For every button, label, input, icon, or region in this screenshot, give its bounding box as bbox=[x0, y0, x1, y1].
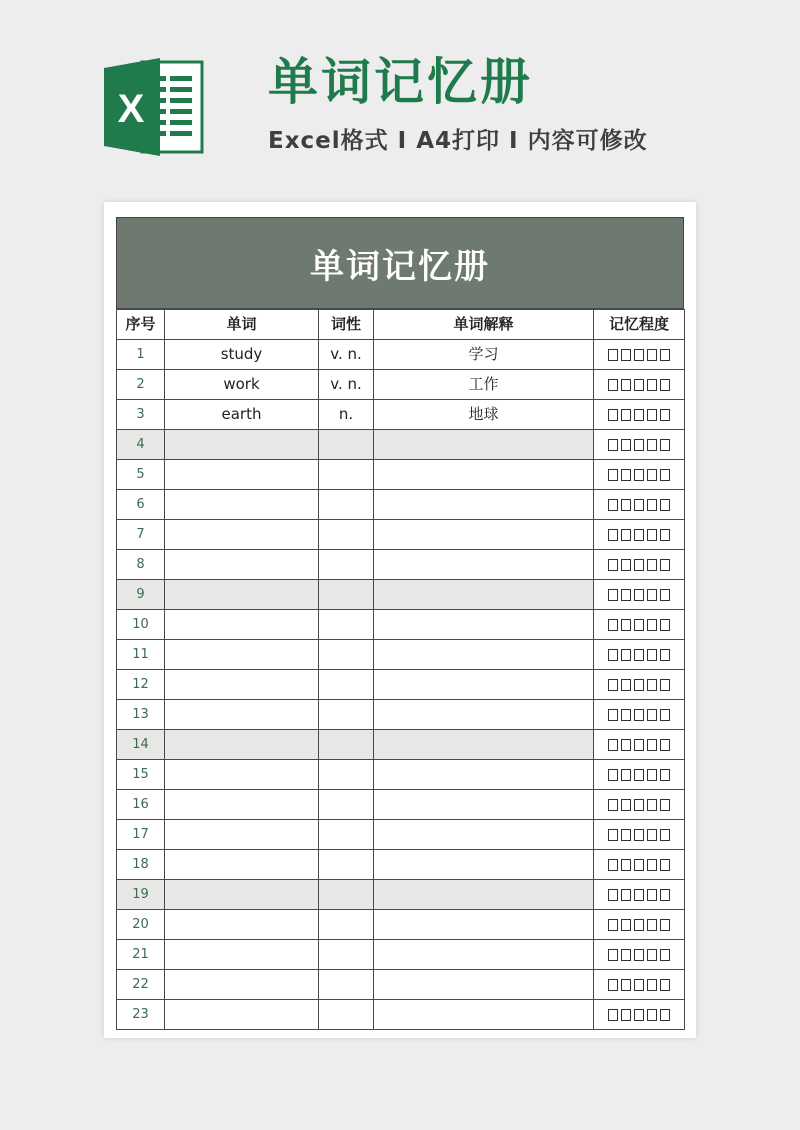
memory-checkbox[interactable] bbox=[660, 439, 670, 451]
memory-level-cell bbox=[594, 400, 685, 430]
memory-level-cell bbox=[594, 370, 685, 400]
memory-checkbox[interactable] bbox=[608, 559, 618, 571]
memory-level-cell bbox=[594, 700, 685, 730]
memory-checkbox[interactable] bbox=[634, 559, 644, 571]
memory-checkbox[interactable] bbox=[608, 859, 618, 871]
pos-cell[interactable] bbox=[319, 1000, 374, 1030]
memory-checkbox[interactable] bbox=[634, 499, 644, 511]
memory-checkbox[interactable] bbox=[634, 619, 644, 631]
memory-checkbox[interactable] bbox=[660, 979, 670, 991]
memory-checkbox[interactable] bbox=[660, 1009, 670, 1021]
memory-checkbox[interactable] bbox=[660, 379, 670, 391]
memory-checkbox[interactable] bbox=[634, 739, 644, 751]
row-number-cell: 8 bbox=[117, 550, 165, 580]
meaning-cell[interactable] bbox=[374, 760, 594, 790]
memory-checkbox[interactable] bbox=[608, 949, 618, 961]
memory-checkbox[interactable] bbox=[660, 619, 670, 631]
memory-checkboxes bbox=[608, 469, 670, 481]
word-cell[interactable] bbox=[165, 730, 319, 760]
memory-checkbox[interactable] bbox=[634, 529, 644, 541]
pos-cell[interactable]: v. n. bbox=[319, 340, 374, 370]
memory-checkbox[interactable] bbox=[621, 409, 631, 421]
memory-level-cell bbox=[594, 970, 685, 1000]
memory-checkbox[interactable] bbox=[660, 769, 670, 781]
memory-checkbox[interactable] bbox=[621, 769, 631, 781]
memory-checkbox[interactable] bbox=[621, 859, 631, 871]
memory-checkbox[interactable] bbox=[621, 739, 631, 751]
memory-checkbox[interactable] bbox=[608, 739, 618, 751]
memory-checkbox[interactable] bbox=[634, 889, 644, 901]
memory-checkbox[interactable] bbox=[621, 799, 631, 811]
memory-checkbox[interactable] bbox=[621, 439, 631, 451]
memory-level-cell bbox=[594, 880, 685, 910]
pos-cell[interactable]: n. bbox=[319, 400, 374, 430]
memory-checkbox[interactable] bbox=[660, 499, 670, 511]
word-cell[interactable]: work bbox=[165, 370, 319, 400]
memory-checkbox[interactable] bbox=[647, 619, 657, 631]
memory-checkbox[interactable] bbox=[647, 739, 657, 751]
word-cell[interactable] bbox=[165, 880, 319, 910]
memory-checkbox[interactable] bbox=[608, 1009, 618, 1021]
memory-checkbox[interactable] bbox=[621, 619, 631, 631]
word-cell[interactable]: study bbox=[165, 340, 319, 370]
table-row bbox=[117, 580, 685, 610]
memory-checkbox[interactable] bbox=[608, 979, 618, 991]
memory-checkbox[interactable] bbox=[621, 979, 631, 991]
memory-checkboxes bbox=[608, 529, 670, 541]
row-number-cell: 23 bbox=[117, 1000, 165, 1030]
table-row bbox=[117, 400, 685, 430]
memory-checkbox[interactable] bbox=[634, 709, 644, 721]
word-cell[interactable] bbox=[165, 550, 319, 580]
memory-level-cell bbox=[594, 340, 685, 370]
memory-checkbox[interactable] bbox=[660, 469, 670, 481]
pos-cell[interactable] bbox=[319, 910, 374, 940]
memory-checkbox[interactable] bbox=[647, 1009, 657, 1021]
memory-checkbox[interactable] bbox=[647, 499, 657, 511]
memory-checkbox[interactable] bbox=[647, 829, 657, 841]
memory-checkbox[interactable] bbox=[634, 589, 644, 601]
memory-checkboxes bbox=[608, 379, 670, 391]
memory-level-cell bbox=[594, 460, 685, 490]
memory-checkboxes bbox=[608, 889, 670, 901]
memory-checkbox[interactable] bbox=[660, 649, 670, 661]
memory-checkboxes bbox=[608, 679, 670, 691]
memory-checkbox[interactable] bbox=[621, 949, 631, 961]
memory-checkboxes bbox=[608, 349, 670, 361]
meaning-cell[interactable]: 学习 bbox=[374, 340, 594, 370]
memory-level-cell bbox=[594, 760, 685, 790]
col-header-memory: 记忆程度 bbox=[594, 310, 685, 340]
pos-cell[interactable] bbox=[319, 730, 374, 760]
memory-checkbox[interactable] bbox=[608, 349, 618, 361]
memory-checkbox[interactable] bbox=[621, 499, 631, 511]
memory-checkbox[interactable] bbox=[634, 919, 644, 931]
memory-checkbox[interactable] bbox=[634, 1009, 644, 1021]
table-header-row bbox=[117, 310, 685, 340]
meaning-cell[interactable] bbox=[374, 970, 594, 1000]
worksheet-page bbox=[104, 202, 696, 1038]
pos-cell[interactable]: v. n. bbox=[319, 370, 374, 400]
word-table bbox=[116, 309, 685, 1030]
memory-checkboxes bbox=[608, 649, 670, 661]
table-row bbox=[117, 880, 685, 910]
memory-checkbox[interactable] bbox=[660, 529, 670, 541]
meaning-cell[interactable] bbox=[374, 880, 594, 910]
row-number-cell: 2 bbox=[117, 370, 165, 400]
word-cell[interactable] bbox=[165, 760, 319, 790]
memory-checkbox[interactable] bbox=[660, 859, 670, 871]
memory-checkboxes bbox=[608, 739, 670, 751]
memory-checkbox[interactable] bbox=[647, 709, 657, 721]
table-row bbox=[117, 700, 685, 730]
col-header-meaning: 单词解释 bbox=[374, 310, 594, 340]
memory-checkboxes bbox=[608, 1009, 670, 1021]
memory-checkbox[interactable] bbox=[647, 859, 657, 871]
pos-cell[interactable] bbox=[319, 640, 374, 670]
meaning-cell[interactable] bbox=[374, 910, 594, 940]
memory-checkbox[interactable] bbox=[634, 349, 644, 361]
memory-checkbox[interactable] bbox=[634, 979, 644, 991]
memory-level-cell bbox=[594, 610, 685, 640]
word-cell[interactable] bbox=[165, 790, 319, 820]
meaning-cell[interactable] bbox=[374, 460, 594, 490]
memory-checkbox[interactable] bbox=[660, 739, 670, 751]
row-number-cell: 17 bbox=[117, 820, 165, 850]
memory-checkbox[interactable] bbox=[647, 919, 657, 931]
memory-checkbox[interactable] bbox=[647, 979, 657, 991]
pos-cell[interactable] bbox=[319, 670, 374, 700]
memory-checkbox[interactable] bbox=[647, 889, 657, 901]
meaning-cell[interactable] bbox=[374, 610, 594, 640]
pos-cell[interactable] bbox=[319, 490, 374, 520]
row-number-cell: 5 bbox=[117, 460, 165, 490]
excel-logo-icon bbox=[104, 58, 204, 156]
memory-checkbox[interactable] bbox=[660, 829, 670, 841]
memory-checkboxes bbox=[608, 559, 670, 571]
memory-checkbox[interactable] bbox=[608, 439, 618, 451]
word-cell[interactable] bbox=[165, 940, 319, 970]
memory-checkboxes bbox=[608, 979, 670, 991]
pos-cell[interactable] bbox=[319, 580, 374, 610]
pos-cell[interactable] bbox=[319, 430, 374, 460]
page-title: 单词记忆册 bbox=[268, 53, 533, 111]
meaning-cell[interactable] bbox=[374, 850, 594, 880]
memory-checkbox[interactable] bbox=[608, 709, 618, 721]
pos-cell[interactable] bbox=[319, 610, 374, 640]
pos-cell[interactable] bbox=[319, 460, 374, 490]
memory-checkbox[interactable] bbox=[621, 649, 631, 661]
row-number-cell: 1 bbox=[117, 340, 165, 370]
table-row bbox=[117, 370, 685, 400]
memory-checkbox[interactable] bbox=[608, 829, 618, 841]
memory-level-cell bbox=[594, 670, 685, 700]
table-row bbox=[117, 910, 685, 940]
memory-checkbox[interactable] bbox=[660, 889, 670, 901]
table-row bbox=[117, 490, 685, 520]
word-cell[interactable] bbox=[165, 910, 319, 940]
table-row bbox=[117, 520, 685, 550]
memory-checkbox[interactable] bbox=[608, 589, 618, 601]
memory-checkbox[interactable] bbox=[634, 469, 644, 481]
memory-checkboxes bbox=[608, 619, 670, 631]
memory-checkbox[interactable] bbox=[621, 589, 631, 601]
table-row bbox=[117, 550, 685, 580]
memory-level-cell bbox=[594, 850, 685, 880]
meaning-cell[interactable] bbox=[374, 670, 594, 700]
memory-level-cell bbox=[594, 910, 685, 940]
memory-checkbox[interactable] bbox=[608, 889, 618, 901]
memory-checkbox[interactable] bbox=[621, 919, 631, 931]
memory-checkboxes bbox=[608, 409, 670, 421]
memory-level-cell bbox=[594, 790, 685, 820]
memory-level-cell bbox=[594, 520, 685, 550]
word-cell[interactable] bbox=[165, 820, 319, 850]
pos-cell[interactable] bbox=[319, 700, 374, 730]
word-cell[interactable] bbox=[165, 490, 319, 520]
table-row bbox=[117, 730, 685, 760]
word-cell[interactable] bbox=[165, 520, 319, 550]
memory-checkbox[interactable] bbox=[608, 679, 618, 691]
memory-checkbox[interactable] bbox=[608, 379, 618, 391]
table-row bbox=[117, 850, 685, 880]
memory-checkbox[interactable] bbox=[660, 589, 670, 601]
table-row bbox=[117, 1000, 685, 1030]
table-body bbox=[117, 340, 685, 1030]
memory-checkbox[interactable] bbox=[647, 409, 657, 421]
row-number-cell: 9 bbox=[117, 580, 165, 610]
memory-checkboxes bbox=[608, 949, 670, 961]
memory-checkbox[interactable] bbox=[621, 559, 631, 571]
row-number-cell: 12 bbox=[117, 670, 165, 700]
table-row bbox=[117, 610, 685, 640]
table-row bbox=[117, 760, 685, 790]
table-row bbox=[117, 670, 685, 700]
memory-checkbox[interactable] bbox=[608, 499, 618, 511]
memory-checkbox[interactable] bbox=[647, 349, 657, 361]
table-row bbox=[117, 940, 685, 970]
memory-checkbox[interactable] bbox=[647, 439, 657, 451]
memory-checkboxes bbox=[608, 589, 670, 601]
col-header-number: 序号 bbox=[117, 310, 165, 340]
memory-checkboxes bbox=[608, 799, 670, 811]
meaning-cell[interactable] bbox=[374, 640, 594, 670]
memory-level-cell bbox=[594, 940, 685, 970]
row-number-cell: 15 bbox=[117, 760, 165, 790]
memory-checkbox[interactable] bbox=[647, 649, 657, 661]
meaning-cell[interactable] bbox=[374, 700, 594, 730]
memory-checkbox[interactable] bbox=[621, 529, 631, 541]
table-row bbox=[117, 970, 685, 1000]
pos-cell[interactable] bbox=[319, 880, 374, 910]
meaning-cell[interactable] bbox=[374, 940, 594, 970]
table-banner: 单词记忆册 bbox=[116, 217, 684, 309]
memory-checkbox[interactable] bbox=[647, 529, 657, 541]
pos-cell[interactable] bbox=[319, 760, 374, 790]
memory-checkbox[interactable] bbox=[608, 769, 618, 781]
memory-checkbox[interactable] bbox=[647, 679, 657, 691]
memory-checkboxes bbox=[608, 829, 670, 841]
memory-level-cell bbox=[594, 430, 685, 460]
pos-cell[interactable] bbox=[319, 940, 374, 970]
word-cell[interactable]: earth bbox=[165, 400, 319, 430]
table-row bbox=[117, 460, 685, 490]
memory-checkbox[interactable] bbox=[660, 409, 670, 421]
memory-checkbox[interactable] bbox=[634, 679, 644, 691]
memory-checkboxes bbox=[608, 919, 670, 931]
memory-checkbox[interactable] bbox=[634, 829, 644, 841]
memory-checkbox[interactable] bbox=[634, 769, 644, 781]
memory-checkbox[interactable] bbox=[608, 919, 618, 931]
memory-checkbox[interactable] bbox=[634, 799, 644, 811]
row-number-cell: 6 bbox=[117, 490, 165, 520]
memory-checkbox[interactable] bbox=[608, 619, 618, 631]
memory-checkboxes bbox=[608, 439, 670, 451]
memory-checkbox[interactable] bbox=[660, 559, 670, 571]
memory-checkbox[interactable] bbox=[621, 709, 631, 721]
memory-checkbox[interactable] bbox=[608, 469, 618, 481]
row-number-cell: 22 bbox=[117, 970, 165, 1000]
row-number-cell: 20 bbox=[117, 910, 165, 940]
row-number-cell: 14 bbox=[117, 730, 165, 760]
row-number-cell: 3 bbox=[117, 400, 165, 430]
memory-checkbox[interactable] bbox=[621, 469, 631, 481]
pos-cell[interactable] bbox=[319, 790, 374, 820]
row-number-cell: 11 bbox=[117, 640, 165, 670]
memory-checkbox[interactable] bbox=[634, 379, 644, 391]
memory-checkbox[interactable] bbox=[660, 709, 670, 721]
word-cell[interactable] bbox=[165, 970, 319, 1000]
col-header-pos: 词性 bbox=[319, 310, 374, 340]
pos-cell[interactable] bbox=[319, 550, 374, 580]
pos-cell[interactable] bbox=[319, 970, 374, 1000]
memory-level-cell bbox=[594, 820, 685, 850]
meaning-cell[interactable] bbox=[374, 520, 594, 550]
pos-cell[interactable] bbox=[319, 820, 374, 850]
word-cell[interactable] bbox=[165, 670, 319, 700]
memory-checkboxes bbox=[608, 499, 670, 511]
table-row bbox=[117, 430, 685, 460]
memory-checkbox[interactable] bbox=[660, 679, 670, 691]
word-cell[interactable] bbox=[165, 460, 319, 490]
word-cell[interactable] bbox=[165, 430, 319, 460]
memory-level-cell bbox=[594, 730, 685, 760]
memory-checkbox[interactable] bbox=[647, 589, 657, 601]
meaning-cell[interactable] bbox=[374, 430, 594, 460]
table-row bbox=[117, 790, 685, 820]
col-header-word: 单词 bbox=[165, 310, 319, 340]
memory-checkboxes bbox=[608, 769, 670, 781]
memory-checkbox[interactable] bbox=[621, 679, 631, 691]
memory-checkbox[interactable] bbox=[621, 889, 631, 901]
pos-cell[interactable] bbox=[319, 520, 374, 550]
memory-level-cell bbox=[594, 580, 685, 610]
row-number-cell: 4 bbox=[117, 430, 165, 460]
memory-checkbox[interactable] bbox=[660, 349, 670, 361]
memory-level-cell bbox=[594, 550, 685, 580]
row-number-cell: 19 bbox=[117, 880, 165, 910]
meaning-cell[interactable] bbox=[374, 820, 594, 850]
word-cell[interactable] bbox=[165, 640, 319, 670]
memory-level-cell bbox=[594, 1000, 685, 1030]
memory-checkbox[interactable] bbox=[608, 529, 618, 541]
memory-checkbox[interactable] bbox=[621, 349, 631, 361]
memory-checkbox[interactable] bbox=[608, 409, 618, 421]
memory-checkbox[interactable] bbox=[634, 859, 644, 871]
word-cell[interactable] bbox=[165, 850, 319, 880]
memory-checkbox[interactable] bbox=[660, 799, 670, 811]
memory-level-cell bbox=[594, 490, 685, 520]
row-number-cell: 21 bbox=[117, 940, 165, 970]
table-row bbox=[117, 820, 685, 850]
row-number-cell: 13 bbox=[117, 700, 165, 730]
memory-checkboxes bbox=[608, 859, 670, 871]
row-number-cell: 16 bbox=[117, 790, 165, 820]
memory-checkbox[interactable] bbox=[634, 439, 644, 451]
meaning-cell[interactable] bbox=[374, 790, 594, 820]
memory-checkbox[interactable] bbox=[621, 829, 631, 841]
pos-cell[interactable] bbox=[319, 850, 374, 880]
word-cell[interactable] bbox=[165, 580, 319, 610]
memory-checkbox[interactable] bbox=[647, 469, 657, 481]
memory-checkbox[interactable] bbox=[621, 379, 631, 391]
memory-checkboxes bbox=[608, 709, 670, 721]
memory-checkbox[interactable] bbox=[621, 1009, 631, 1021]
row-number-cell: 7 bbox=[117, 520, 165, 550]
row-number-cell: 18 bbox=[117, 850, 165, 880]
memory-checkbox[interactable] bbox=[647, 799, 657, 811]
memory-level-cell bbox=[594, 640, 685, 670]
meaning-cell[interactable] bbox=[374, 550, 594, 580]
meaning-cell[interactable] bbox=[374, 730, 594, 760]
meaning-cell[interactable]: 地球 bbox=[374, 400, 594, 430]
table-row bbox=[117, 340, 685, 370]
word-cell[interactable] bbox=[165, 1000, 319, 1030]
memory-checkbox[interactable] bbox=[647, 559, 657, 571]
memory-checkbox[interactable] bbox=[660, 949, 670, 961]
memory-checkbox[interactable] bbox=[647, 949, 657, 961]
meaning-cell[interactable] bbox=[374, 580, 594, 610]
memory-checkbox[interactable] bbox=[608, 649, 618, 661]
logo-letter: X bbox=[117, 87, 145, 131]
meaning-cell[interactable]: 工作 bbox=[374, 370, 594, 400]
memory-checkbox[interactable] bbox=[660, 919, 670, 931]
memory-checkbox[interactable] bbox=[647, 769, 657, 781]
page-subtitle: Excel格式 I A4打印 I 内容可修改 bbox=[268, 128, 648, 154]
meaning-cell[interactable] bbox=[374, 1000, 594, 1030]
word-cell[interactable] bbox=[165, 610, 319, 640]
memory-checkbox[interactable] bbox=[634, 409, 644, 421]
memory-checkbox[interactable] bbox=[634, 649, 644, 661]
row-number-cell: 10 bbox=[117, 610, 165, 640]
word-cell[interactable] bbox=[165, 700, 319, 730]
memory-checkbox[interactable] bbox=[634, 949, 644, 961]
memory-checkbox[interactable] bbox=[608, 799, 618, 811]
word-table-container bbox=[116, 217, 684, 1030]
table-row bbox=[117, 640, 685, 670]
memory-checkbox[interactable] bbox=[647, 379, 657, 391]
meaning-cell[interactable] bbox=[374, 490, 594, 520]
